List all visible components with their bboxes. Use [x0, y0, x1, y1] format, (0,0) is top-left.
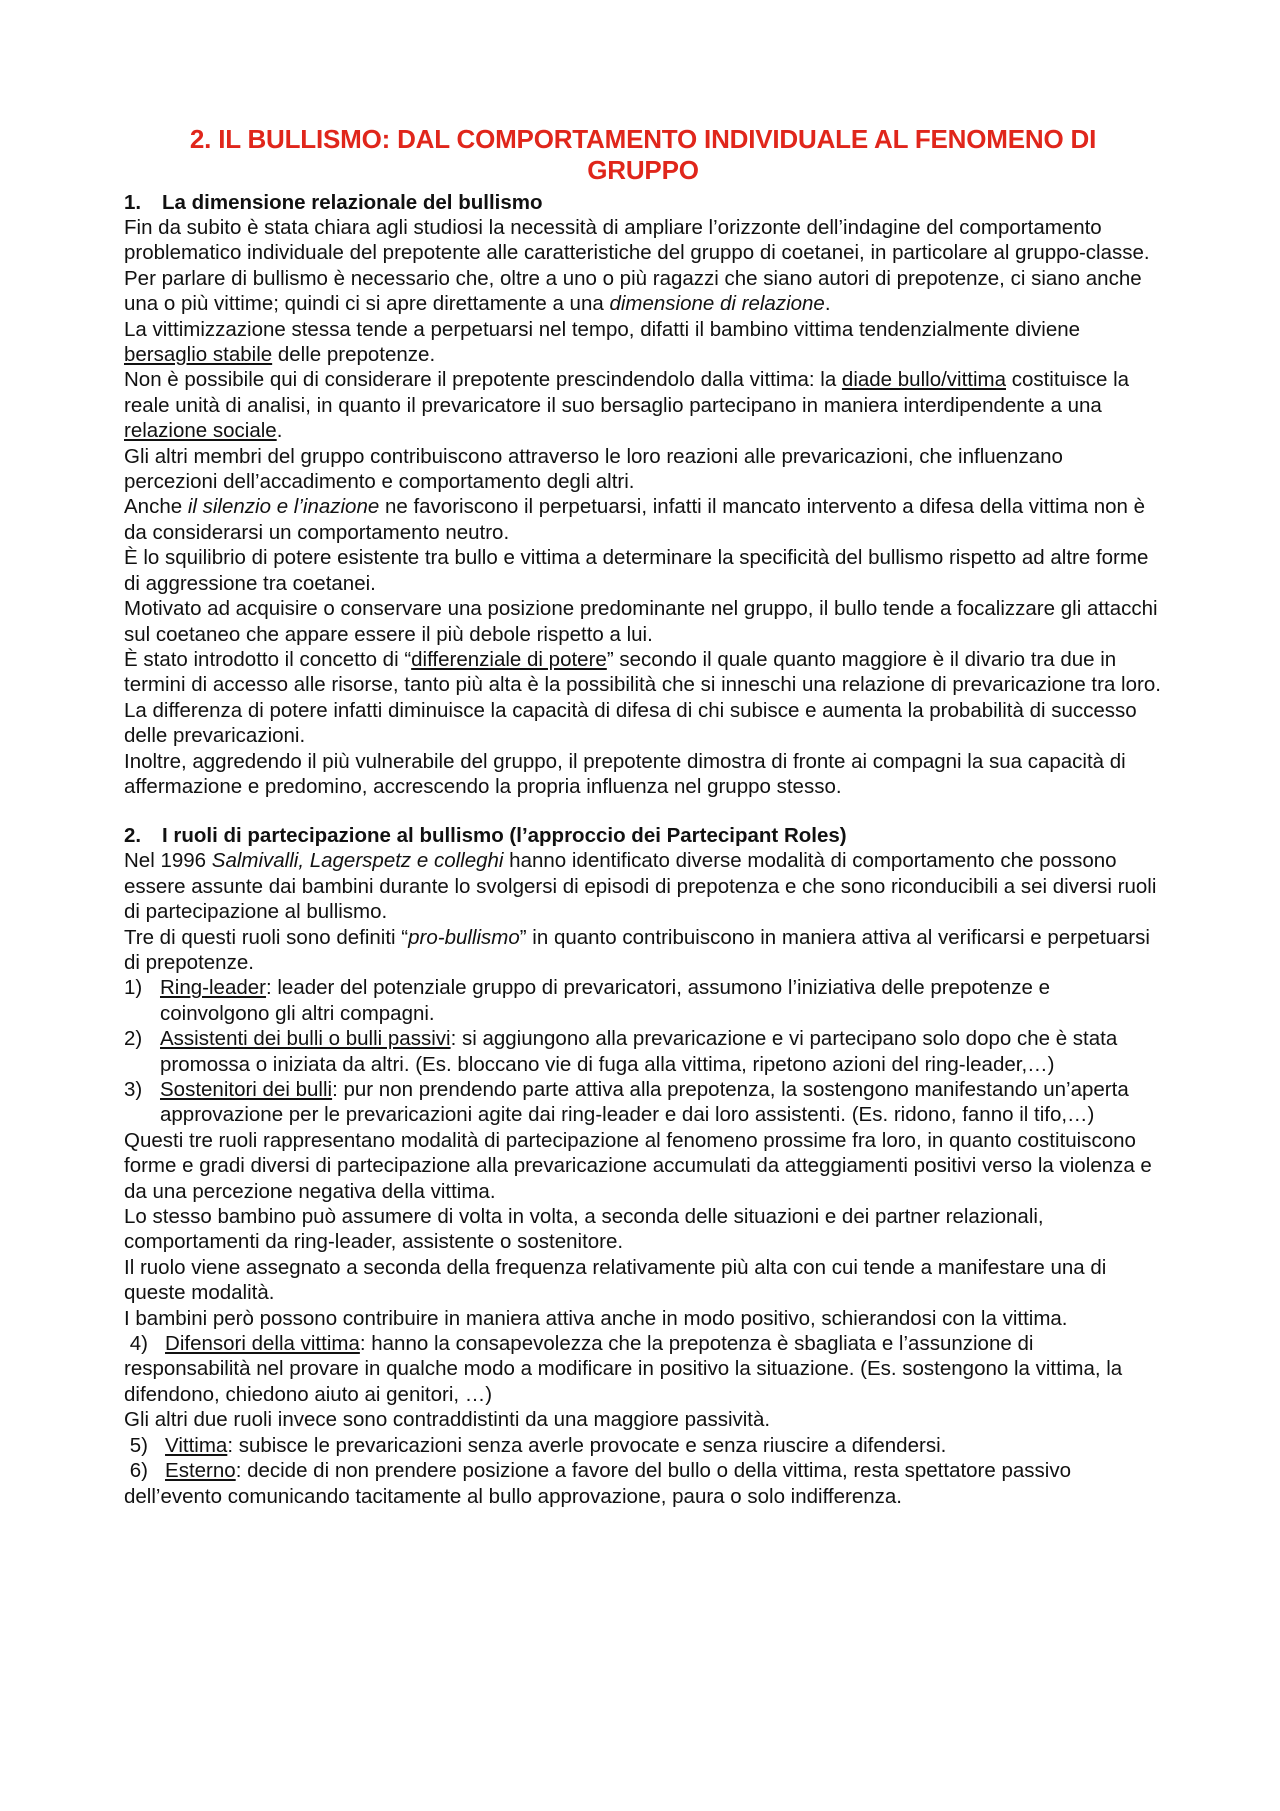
s1-p4-underline-2: relazione sociale: [124, 419, 277, 443]
section-2-number: 2.: [124, 824, 142, 848]
role-4-number: 4): [129, 1332, 148, 1356]
s1-p4-underline-1: diade bullo/vittima: [841, 368, 1007, 392]
role-term: Sostenitori dei bulli: [160, 1078, 333, 1101]
role-6-number: 6): [129, 1459, 148, 1483]
role-number: 1): [124, 976, 143, 1000]
s1-p3-end: delle prepotenze.: [272, 343, 436, 367]
s1-p4-mid: costituisce la reale unità di analisi, in quanto il prevaricatore il suo bersaglio partecipano in maniera interdipendente a una: [124, 368, 1130, 417]
role-number: 2): [124, 1027, 143, 1051]
role-6-paragraph: [124, 1458, 1162, 1509]
role-number: 3): [124, 1078, 143, 1101]
role-5-number: 5): [129, 1433, 148, 1457]
s1-paragraph-4: [124, 367, 1162, 443]
role-list-item: [124, 975, 1162, 1026]
s1-paragraph-5: Gli altri membri del gruppo contribuiscono attraverso le loro reazioni alle prevaricazioni, che influenzano percezioni dell’accadimento e comportamento degli altri.: [124, 444, 1063, 494]
s2-p1-emphasis: Salmivalli, Lagerspetz e colleghi: [211, 849, 504, 873]
s1-paragraph-3: [124, 317, 1162, 368]
s2-p1-text: Nel 1996: [124, 849, 212, 873]
role-list-item: [124, 1077, 1162, 1128]
s1-p3-underline: bersaglio stabile: [124, 343, 273, 367]
s2-paragraph-2: [124, 925, 1162, 976]
role-4-term: Difensori della vittima: [165, 1332, 360, 1356]
s1-paragraph-9: [124, 647, 1162, 698]
s2-paragraph-7: Gli altri due ruoli invece sono contraddistinti da una maggiore passività.: [124, 1408, 771, 1432]
role-5-description: : subisce le prevaricazioni senza averle provocate e senza riuscire a difendersi.: [227, 1433, 947, 1457]
s1-paragraph-7: È lo squilibrio di potere esistente tra bullo e vittima a determinare la specificità del bullismo rispetto ad altre forme di aggressione tra coetanei.: [124, 546, 1149, 595]
role-list-item: [124, 1026, 1162, 1077]
s2-paragraph-1: [124, 848, 1162, 924]
s1-paragraph-6: [124, 494, 1162, 545]
role-5-term: Vittima: [165, 1433, 228, 1457]
s1-paragraph-1: Fin da subito è stata chiara agli studiosi la necessità di ampliare l’orizzonte dell’indagine del comportamento problematico individuale del prepotente alle caratteristiche del gruppo di coetanei, in particolare al gruppo-classe.: [124, 216, 1150, 265]
s2-paragraph-3: Questi tre ruoli rappresentano modalità di partecipazione al fenomeno prossime fra loro, in quanto costituiscono forme e gradi diversi di partecipazione alla prevaricazione accumulati da atteggiamenti positivi verso la violenza e da una percezione negativa della vittima.: [124, 1128, 1152, 1203]
s1-p4-text: Non è possibile qui di considerare il prepotente prescindendolo dalla vittima: la: [124, 368, 842, 392]
s1-p6-emphasis: il silenzio e l’inazione: [187, 495, 380, 519]
role-description: : leader del potenziale gruppo di prevaricatori, assumono l’iniziativa delle prepotenze e coinvolgono gli altri compagni.: [160, 976, 1051, 1025]
role-term: Ring-leader: [160, 976, 266, 1000]
section-1-heading: [124, 190, 1162, 215]
title-line-2: GRUPPO: [587, 155, 699, 185]
role-5-paragraph: [124, 1433, 1162, 1458]
section-2-heading-text: I ruoli di partecipazione al bullismo (l’approccio dei Partecipant Roles): [162, 824, 847, 848]
role-6-description: : decide di non prendere posizione a favore del bullo o della vittima, resta spettatore passivo dell’evento comunicando tacitamente al bullo approvazione, paura o solo indifferenza.: [124, 1459, 1071, 1508]
s1-p2-end: .: [824, 292, 831, 316]
section-2-heading: [124, 823, 1162, 848]
s2-p2-text: Tre di questi ruoli sono definiti “: [124, 925, 409, 949]
s2-paragraph-6: I bambini però possono contribuire in maniera attiva anche in modo positivo, schierandosi con la vittima.: [124, 1306, 1068, 1330]
role-6-term: Esterno: [165, 1459, 236, 1483]
document-title: [124, 124, 1162, 186]
s2-p2-emphasis: pro-bullismo: [408, 925, 520, 949]
s2-paragraph-4: Lo stesso bambino può assumere di volta in volta, a seconda delle situazioni e dei partner relazionali, comportamenti da ring-leader, assistente o sostenitore.: [124, 1205, 1044, 1254]
role-4-paragraph: [124, 1331, 1162, 1407]
s1-p6-text: Anche: [124, 495, 188, 519]
section-1-number: 1.: [124, 191, 142, 214]
s1-p9-text: È stato introdotto il concetto di “: [124, 647, 412, 671]
s2-paragraph-5: Il ruolo viene assegnato a seconda della frequenza relativamente più alta con cui tende a manifestare una di queste modalità.: [124, 1255, 1107, 1305]
s1-p9-end: ” secondo il quale quanto maggiore è il divario tra due in termini di accesso alle risorse, tanto più alta è la possibilità che si inneschi una relazione di prevaricazione tra loro.: [124, 647, 1161, 697]
s1-paragraph-8: Motivato ad acquisire o conservare una posizione predominante nel gruppo, il bullo tende a focalizzare gli attacchi sul coetaneo che appare essere il più debole rispetto a lui.: [124, 597, 1158, 646]
s1-p2-text: Per parlare di bullismo è necessario che, oltre a uno o più ragazzi che siano autori di prepotenze, ci siano anche una o più vittime; quindi ci si apre direttamente a una: [124, 266, 1142, 316]
s1-paragraph-11: Inoltre, aggredendo il più vulnerabile del gruppo, il prepotente dimostra di fronte ai compagni la sua capacità di affermazione e predomino, accrescendo la propria influenza nel gruppo stesso.: [124, 749, 1126, 798]
s1-p3-text: La vittimizzazione stessa tende a perpetuarsi nel tempo, difatti il bambino vittima tendenzialmente diviene: [124, 317, 1081, 341]
s1-paragraph-2: [124, 266, 1162, 317]
title-line-1: 2. IL BULLISMO: DAL COMPORTAMENTO INDIVIDUALE AL FENOMENO DI: [189, 124, 1097, 154]
role-term: Assistenti dei bulli o bulli passivi: [160, 1027, 451, 1051]
role-description: : pur non prendendo parte attiva alla prepotenza, la sostengono manifestando un’aperta approvazione per le prevaricazioni agite dai ring-leader e dai loro assistenti. (Es. ridono, fanno il tifo,…): [160, 1078, 1129, 1127]
s2-p1-end: hanno identificato diverse modalità di comportamento che possono essere assunte dai bambini durante lo svolgersi di episodi di prepotenza e che sono riconducibili a sei diversi ruoli di partecipazione al bullismo.: [124, 849, 1157, 924]
s1-paragraph-10: La differenza di potere infatti diminuisce la capacità di difesa di chi subisce e aumenta la probabilità di successo delle prevaricazioni.: [124, 698, 1137, 748]
s2-p2-end: ” in quanto contribuiscono in maniera attiva al verificarsi e perpetuarsi di prepotenze.: [124, 925, 1150, 974]
section-1-heading-text: La dimensione relazionale del bullismo: [162, 191, 543, 214]
s1-p4-end: .: [276, 419, 283, 443]
s1-p2-emphasis: dimensione di relazione: [609, 292, 825, 316]
section-gap: [124, 799, 1162, 823]
s1-p6-end: ne favoriscono il perpetuarsi, infatti il mancato intervento a difesa della vittima non è da considerarsi un comportamento neutro.: [124, 495, 1146, 544]
role-4-description: : hanno la consapevolezza che la prepotenza è sbagliata e l’assunzione di responsabilità nel provare in qualche modo a modificare in positivo la situazione. (Es. sostengono la vittima, la difendono, chiedono aiuto ai genitori, …): [124, 1332, 1123, 1406]
role-description: : si aggiungono alla prevaricazione e vi partecipano solo dopo che è stata promossa o iniziata da altri. (Es. bloccano vie di fuga alla vittima, ripetono azioni del ring-leader,…): [160, 1027, 1118, 1076]
s1-p9-underline: differenziale di potere: [411, 647, 607, 671]
